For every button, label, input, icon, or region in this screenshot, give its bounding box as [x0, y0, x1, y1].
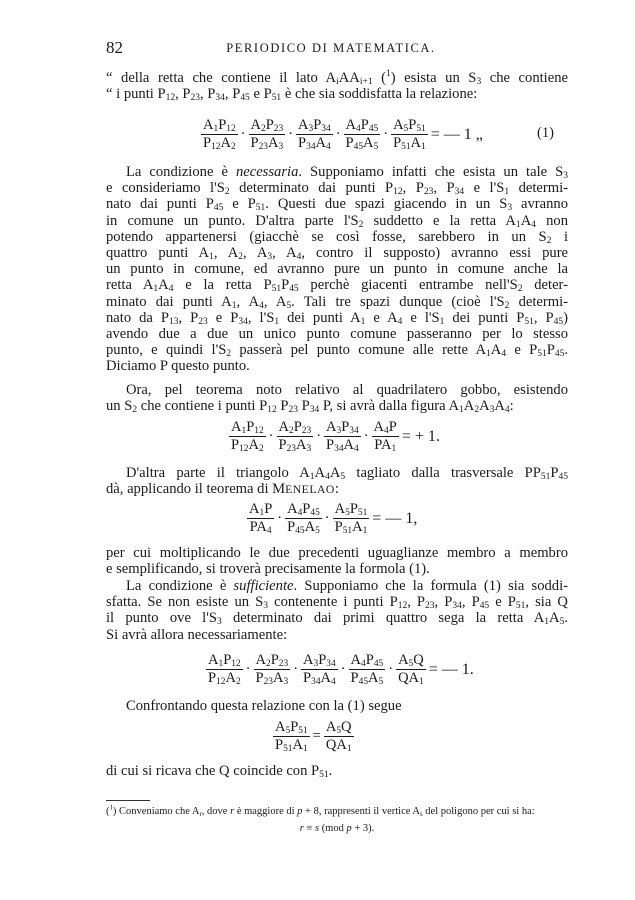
fraction-numerator: $A_4P_{45}$	[287, 501, 320, 518]
text-line: il punto ove $l'S_3$ determinato dai primi quattro sega la retta $A_1A_5$.	[106, 610, 568, 628]
equation-rhs: = + 1.	[401, 427, 440, 445]
text-line: Confrontando questa relazione con la (1) segue	[126, 698, 402, 714]
fraction	[249, 118, 286, 151]
equation-5	[272, 720, 355, 753]
fraction-numerator: $A_1P_{12}$	[231, 419, 264, 436]
text-line: La condizione è sufficiente. Supponiamo che la formula (1) sia soddi-	[126, 578, 568, 594]
equation-operator: ·	[288, 126, 294, 142]
text-line: potendo appartenersi (giacchè se così fosse, sarebbero in un $S_2$ i	[106, 228, 568, 246]
fraction-denominator: $P_{34}A_4$	[303, 670, 336, 687]
fraction-numerator: $A_5Q$	[325, 719, 352, 736]
text-line: minato dai punti $A_1$, $A_4$, $A_5$. Tali tre spazi dunque (cioè $l'S_2$ determi-	[106, 293, 568, 311]
equation-operator: ·	[277, 510, 283, 526]
fraction-denominator: $P_{23}A_3$	[278, 437, 312, 454]
fraction-denominator: $P_{34}A_4$	[298, 135, 331, 152]
fraction	[254, 653, 291, 686]
text-line: avendo due a due un unico punto comune passeranno per lo stesso	[106, 326, 568, 343]
equation-operator: =	[312, 728, 321, 744]
fraction-numerator: $A_5P_{51}$	[393, 117, 426, 134]
paragraph-quote-end	[106, 70, 568, 102]
fraction-numerator: $A_1P$	[249, 501, 273, 518]
text-line: retta $A_1A_4$ e la retta $P_{51}P_{45}$ perchè giacenti entrambe $nell'S_2$ deter-	[106, 277, 568, 295]
fraction	[301, 653, 338, 686]
text-line: “ della retta che contiene il lato $A_iAA_{i+1}$ ($^1$) esista un $S_3$ che contiene	[106, 69, 568, 87]
fraction	[277, 420, 314, 453]
equation-operator: ·	[316, 428, 322, 444]
fraction-numerator: $A_4P_{45}$	[345, 117, 379, 134]
fraction-numerator: $A_4P$	[373, 419, 397, 436]
fraction-numerator: $A_2P_{23}$	[255, 652, 289, 669]
fraction	[273, 720, 310, 753]
text-line: in comune un punto. D'altra parte $l'S_2$ suddetto e la retta $A_1A_4$ non	[106, 212, 568, 230]
footnote-congruence: r ≡ s (mod p + 3).	[299, 823, 375, 834]
fraction	[247, 502, 274, 535]
fraction-denominator: $QA_1$	[325, 737, 352, 754]
fraction-numerator: $A_1P_{12}$	[203, 117, 236, 134]
fraction-denominator: $P_{51}A_1$	[393, 135, 426, 152]
fraction-numerator: $A_3P_{34}$	[303, 652, 336, 669]
footnote-rule	[106, 800, 150, 801]
text-line: Diciamo P questo punto.	[106, 358, 250, 375]
text-line: per cui moltiplicando le due precedenti uguaglianze membro a membro	[106, 545, 568, 561]
fraction	[324, 420, 361, 453]
text-line: un punto in comune, ed avranno pure un punto in comune anche la	[106, 261, 568, 278]
paragraph-sufficient	[106, 578, 568, 643]
fraction-denominator: $P_{45}A_5$	[287, 519, 320, 536]
fraction-denominator: $P_{23}A_3$	[255, 670, 289, 687]
text-line: Ora, pel teorema noto relativo al quadrilatero gobbo, esistendo	[126, 382, 568, 398]
text-line: quattro punti $A_1$, $A_2$, $A_3$, $A_4$, contro il supposto) avranno essi pure	[106, 245, 569, 263]
text-line: di cui si ricava che Q coincide con $P_{51}$.	[106, 763, 333, 780]
fraction-denominator: $P_{51}A_1$	[334, 519, 368, 536]
equation-4	[205, 653, 476, 686]
fraction-numerator: $A_1P_{12}$	[208, 652, 241, 669]
fraction-denominator: $P_{45}A_5$	[345, 135, 379, 152]
text-line: D'altra parte il triangolo $A_1A_4A_5$ tagliato dalla trasversale $PP_{51}P_{45}$	[126, 465, 568, 482]
fraction-denominator: $P_{34}A_4$	[326, 437, 359, 454]
equation-operator: ·	[293, 661, 299, 677]
fraction-numerator: $A_2P_{23}$	[278, 419, 312, 436]
page-number: 82	[106, 38, 123, 57]
text-line: nato da $P_{13}$, $P_{23}$ e $P_{34}$, $l'S_1$ dei punti $A_1$ e $A_4$ e $l'S_1$ dei punti $P_{51}$, $P_{45}$)	[106, 309, 569, 327]
equation-operator: ·	[383, 126, 389, 142]
fraction-denominator: $P_{45}A_5$	[350, 670, 384, 687]
fraction-denominator: $PA_1$	[374, 437, 397, 454]
fraction-numerator: $A_5P_{51}$	[275, 719, 308, 736]
fraction-denominator: $P_{12}A_2$	[231, 437, 264, 454]
fraction-numerator: $A_3P_{34}$	[298, 117, 331, 134]
paragraph-skew-quadrilateral	[106, 382, 568, 414]
fraction	[333, 502, 370, 535]
text-line: Si avrà allora necessariamente:	[106, 626, 288, 643]
equation-operator: ·	[268, 428, 274, 444]
page-header	[106, 38, 556, 60]
text-line: e semplificando, si troverà precisamente la formola (1).	[106, 561, 430, 578]
text-line: sfatta. Se non esiste un $S_3$ contenente i punti $P_{12}$, $P_{23}$, $P_{34}$, $P_{45}$ e $P_{51}$, sia Q	[106, 594, 568, 612]
footnote: ($^1$) Conveniamo che $A_r$, dove r è maggiore di p + 8, rappresenti il vertice $A_s$ del poligono per cui si ha:	[106, 804, 535, 818]
equation-rhs: = — 1.	[428, 660, 474, 678]
equation-rhs: = — 1,	[372, 509, 418, 527]
paragraph-multiply	[106, 545, 568, 577]
equation-operator: ·	[240, 126, 246, 142]
fraction-numerator: $A_5P_{51}$	[334, 501, 368, 518]
text-line: punto, e quindi $l'S_2$ passerà pel punto comune alle rette $A_1A_4$ e $P_{51}P_{45}$.	[106, 342, 568, 360]
fraction	[206, 653, 243, 686]
text-line: “ i punti $P_{12}$, $P_{23}$, $P_{34}$, $P_{45}$ e $P_{51}$ è che sia soddisfatta la relazione:	[106, 86, 478, 104]
equation-operator: ·	[335, 126, 341, 142]
equation-operator: ·	[324, 510, 330, 526]
paragraph-menelaus	[106, 465, 568, 498]
fraction-denominator: $QA_1$	[398, 670, 424, 687]
equation-operator: ·	[388, 661, 394, 677]
equation-3	[246, 502, 419, 535]
equation-number: (1)	[537, 125, 554, 141]
text-line: dà, applicando il teorema di MENELAO:	[106, 481, 339, 498]
fraction-numerator: $A_4P_{45}$	[350, 652, 384, 669]
text-line: nato dai punti $P_{45}$ e $P_{51}$. Questi due spazi giacendo in un $S_3$ avranno	[106, 196, 568, 214]
equation-operator: ·	[340, 661, 346, 677]
text-line: un $S_2$ che contiene i punti $P_{12}$ $P_{23}$ $P_{34}$ P, si avrà dalla figura $A_1A_2A_3A_4$:	[106, 398, 514, 416]
equation-operator: ·	[363, 428, 369, 444]
fraction	[396, 653, 426, 686]
fraction-denominator: $P_{51}A_1$	[275, 737, 308, 754]
fraction-numerator: $A_2P_{23}$	[250, 117, 284, 134]
running-title: PERIODICO DI MATEMATICA.	[226, 41, 436, 55]
fraction-denominator: $PA_4$	[249, 519, 272, 536]
equation-2	[228, 420, 442, 453]
fraction-numerator: $A_5Q$	[398, 652, 424, 669]
fraction	[372, 420, 399, 453]
equation-operator: ·	[245, 661, 251, 677]
fraction	[391, 118, 428, 151]
equation-rhs: = — 1 „	[430, 125, 483, 143]
fraction	[296, 118, 333, 151]
paragraph-conclusion	[106, 763, 568, 779]
text-line: La condizione è necessaria. Supponiamo infatti che esista un tale $S_3$	[126, 164, 568, 181]
fraction-numerator: $A_3P_{34}$	[326, 419, 359, 436]
equation-1	[200, 118, 485, 151]
fraction	[349, 653, 386, 686]
fraction	[229, 420, 266, 453]
fraction-denominator: $P_{12}A_2$	[203, 135, 236, 152]
fraction	[285, 502, 322, 535]
fraction-denominator: $P_{23}A_3$	[250, 135, 284, 152]
fraction	[201, 118, 238, 151]
fraction-denominator: $P_{12}A_2$	[208, 670, 241, 687]
paragraph-compare	[106, 698, 568, 714]
fraction	[324, 720, 354, 753]
paragraph-necessary	[106, 164, 568, 375]
text-line: e consideriamo $l'S_2$ determinato dai punti $P_{12}$, $P_{23}$, $P_{34}$ e $l'S_1$ determi-	[106, 180, 568, 198]
fraction	[344, 118, 381, 151]
